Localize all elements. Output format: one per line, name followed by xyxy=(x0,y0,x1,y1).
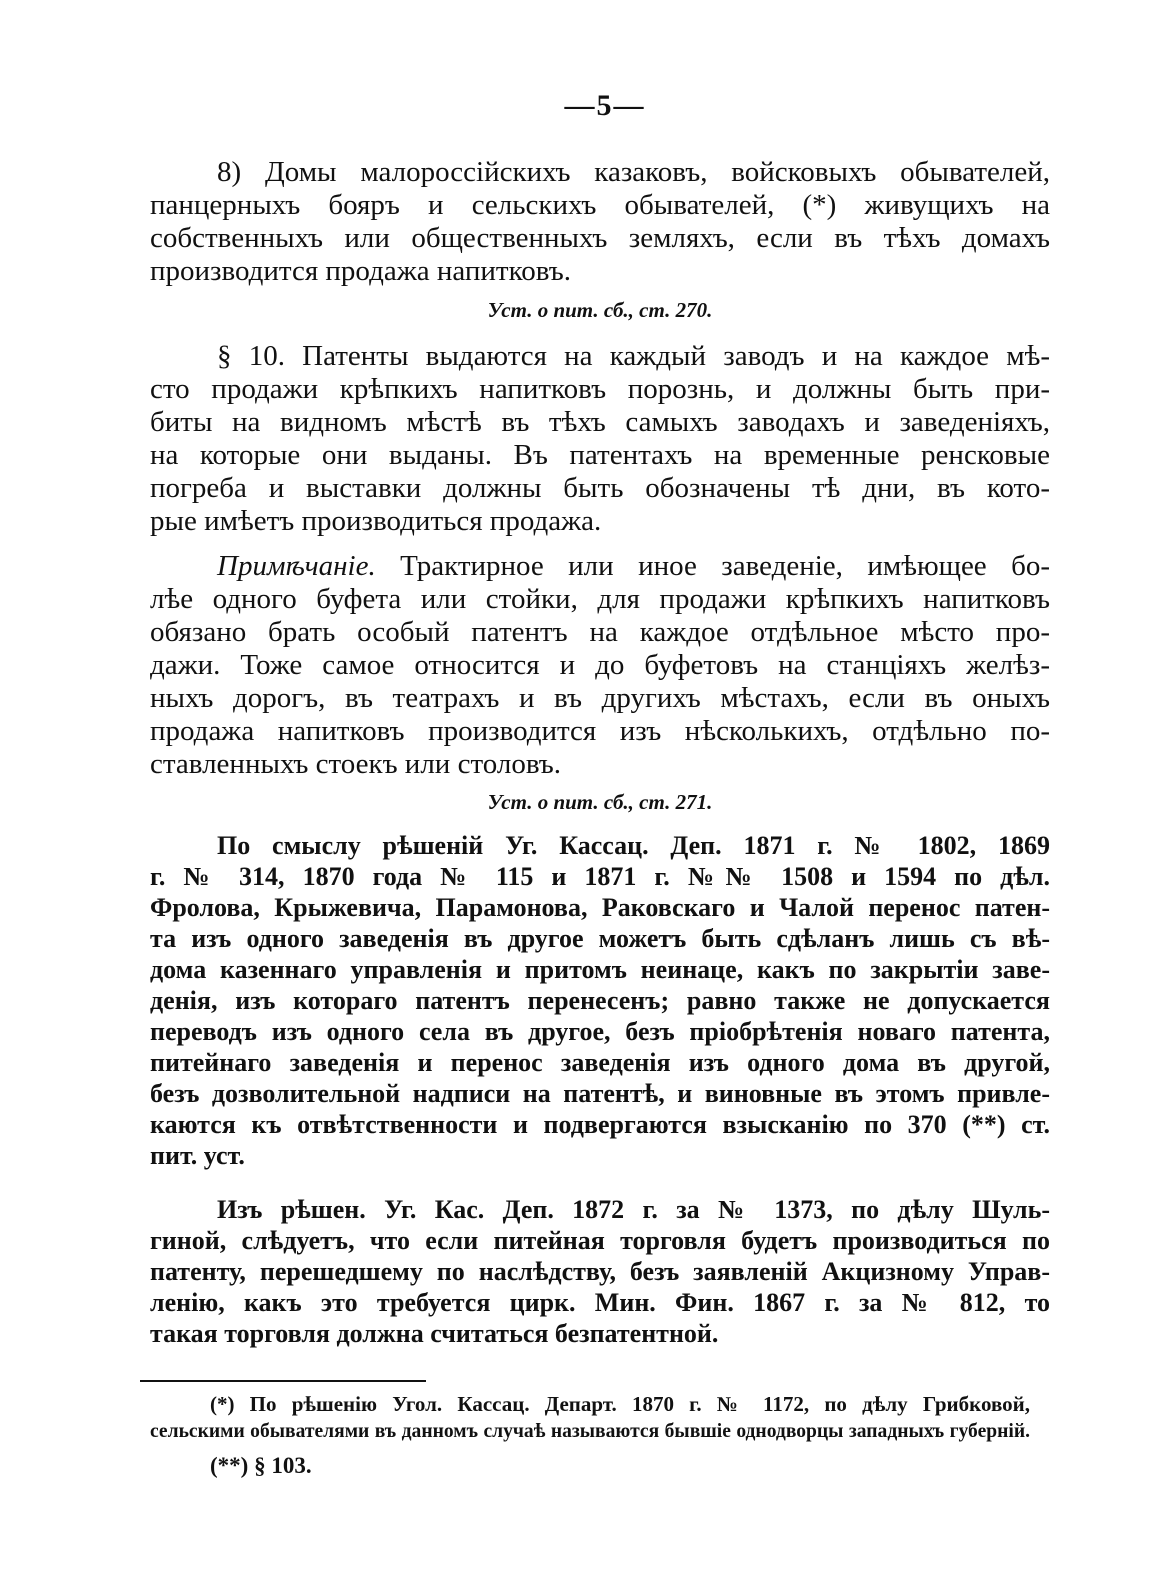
paragraph-line: производится продажа напитковъ. xyxy=(150,255,571,287)
court-decision-paragraph xyxy=(150,830,1050,1171)
paragraph-line: такая торговля должна считаться безпатентной. xyxy=(150,1319,719,1348)
paragraph-line: панцерныхъ бояръ и сельскихъ обывателей, (*) живущихъ на xyxy=(150,189,1050,221)
paragraph-line: денія, изъ котораго патентъ перенесенъ; равно также не допускается xyxy=(150,986,1050,1015)
note-paragraph xyxy=(150,550,1050,781)
paragraph-line: сто продажи крѣпкихъ напитковъ порознь, и должны быть при- xyxy=(150,373,1050,405)
footnote-divider xyxy=(140,1380,426,1382)
paragraph-line: переводъ изъ одного села въ другое, безъ пріобрѣтенія новаго патента, xyxy=(150,1017,1050,1046)
paragraph-line: ставленныхъ стоекъ или столовъ. xyxy=(150,748,562,780)
paragraph-line: лѣе одного буфета или стойки, для продажи крѣпкихъ напитковъ xyxy=(150,583,1050,615)
paragraph-line: на которые они выданы. Въ патентахъ на временные ренсковые xyxy=(150,439,1050,471)
paragraph-line: г. № 314, 1870 года № 115 и 1871 г. №№ 1508 и 1594 по дѣл. xyxy=(150,862,1050,891)
paragraph-line: биты на видномъ мѣстѣ въ тѣхъ самыхъ заводахъ и заведеніяхъ, xyxy=(150,406,1050,438)
paragraph-line: дома казеннаго управленія и притомъ неинаце, какъ по закрытіи заве- xyxy=(150,955,1050,984)
paragraph-line: питейнаго заведенія и перенос заведенія изъ одного дома въ другой, xyxy=(150,1048,1050,1077)
paragraph-line: § 10. Патенты выдаются на каждый заводъ и на каждое мѣ- xyxy=(217,340,1050,372)
footnote-2: (**) § 103. xyxy=(210,1453,312,1478)
paragraph-line: каются къ отвѣтственности и подвергаются взысканію по 370 (**) ст. xyxy=(150,1110,1050,1139)
paragraph-line: Фролова, Крыжевича, Парамонова, Раковскаго и Чалой перенос патен- xyxy=(150,893,1050,922)
citation-art-271: Уст. о пит. сб., ст. 271. xyxy=(487,790,713,814)
paragraph-line: ныхъ дорогъ, въ театрахъ и въ другихъ мѣстахъ, если въ оныхъ xyxy=(150,682,1050,714)
note-label: Примѣчаніе. xyxy=(217,550,376,582)
paragraph-line xyxy=(150,550,1050,583)
paragraph-line: ленію, какъ это требуется цирк. Мин. Фин. 1867 г. за № 812, то xyxy=(150,1288,1050,1317)
paragraph-line: дажи. Тоже самое относится и до буфетовъ на станціяхъ желѣз- xyxy=(150,649,1050,681)
section-10-paragraph xyxy=(150,340,1050,538)
court-decision-2-paragraph xyxy=(150,1194,1050,1349)
paragraph-line: пит. уст. xyxy=(150,1141,245,1170)
citation-art-270: Уст. о пит. сб., ст. 270. xyxy=(487,298,713,322)
paragraph-line: патенту, перешедшему по наслѣдству, безъ заявленій Акцизному Управ- xyxy=(150,1257,1050,1286)
footnote-1 xyxy=(150,1390,1030,1446)
paragraph-line: Изъ рѣшен. Уг. Кас. Деп. 1872 г. за № 1373, по дѣлу Шуль- xyxy=(217,1195,1050,1224)
paragraph-line: та изъ одного заведенія въ другое можетъ быть сдѣланъ лишь съ вѣ- xyxy=(150,924,1050,953)
note-first-line-text: Трактирное или иное заведеніе, имѣющее бо- xyxy=(400,550,1051,582)
paragraph-line: гиной, слѣдуетъ, что если питейная торговля будетъ производиться по xyxy=(150,1226,1050,1255)
paragraph-line: погреба и выставки должны быть обозначены тѣ дни, въ кото- xyxy=(150,472,1050,504)
item-8-paragraph xyxy=(150,156,1050,288)
paragraph-line: обязано брать особый патентъ на каждое отдѣльное мѣсто про- xyxy=(150,616,1050,648)
footnote-line: (*) По рѣшенію Угол. Кассац. Департ. 1870 г. № 1172, по дѣлу Грибковой, xyxy=(210,1392,1030,1416)
paragraph-line: продажа напитковъ производится изъ нѣсколькихъ, отдѣльно по- xyxy=(150,715,1050,747)
paragraph-line: безъ дозволительной надписи на патентѣ, и виновные въ этомъ привле- xyxy=(150,1079,1050,1108)
page-number: —5— xyxy=(564,89,646,122)
paragraph-line: собственныхъ или общественныхъ земляхъ, если въ тѣхъ домахъ xyxy=(150,222,1050,254)
paragraph-line: 8) Домы малороссійскихъ казаковъ, войсковыхъ обывателей, xyxy=(217,156,1050,188)
paragraph-line: рые имѣетъ производиться продажа. xyxy=(150,505,602,537)
paragraph-line: По смыслу рѣшеній Уг. Кассац. Деп. 1871 г. № 1802, 1869 xyxy=(217,831,1050,860)
footnote-line: сельскими обывателями въ данномъ случаѣ называются бывшіе однодворцы западныхъ губерній. xyxy=(150,1421,1030,1442)
